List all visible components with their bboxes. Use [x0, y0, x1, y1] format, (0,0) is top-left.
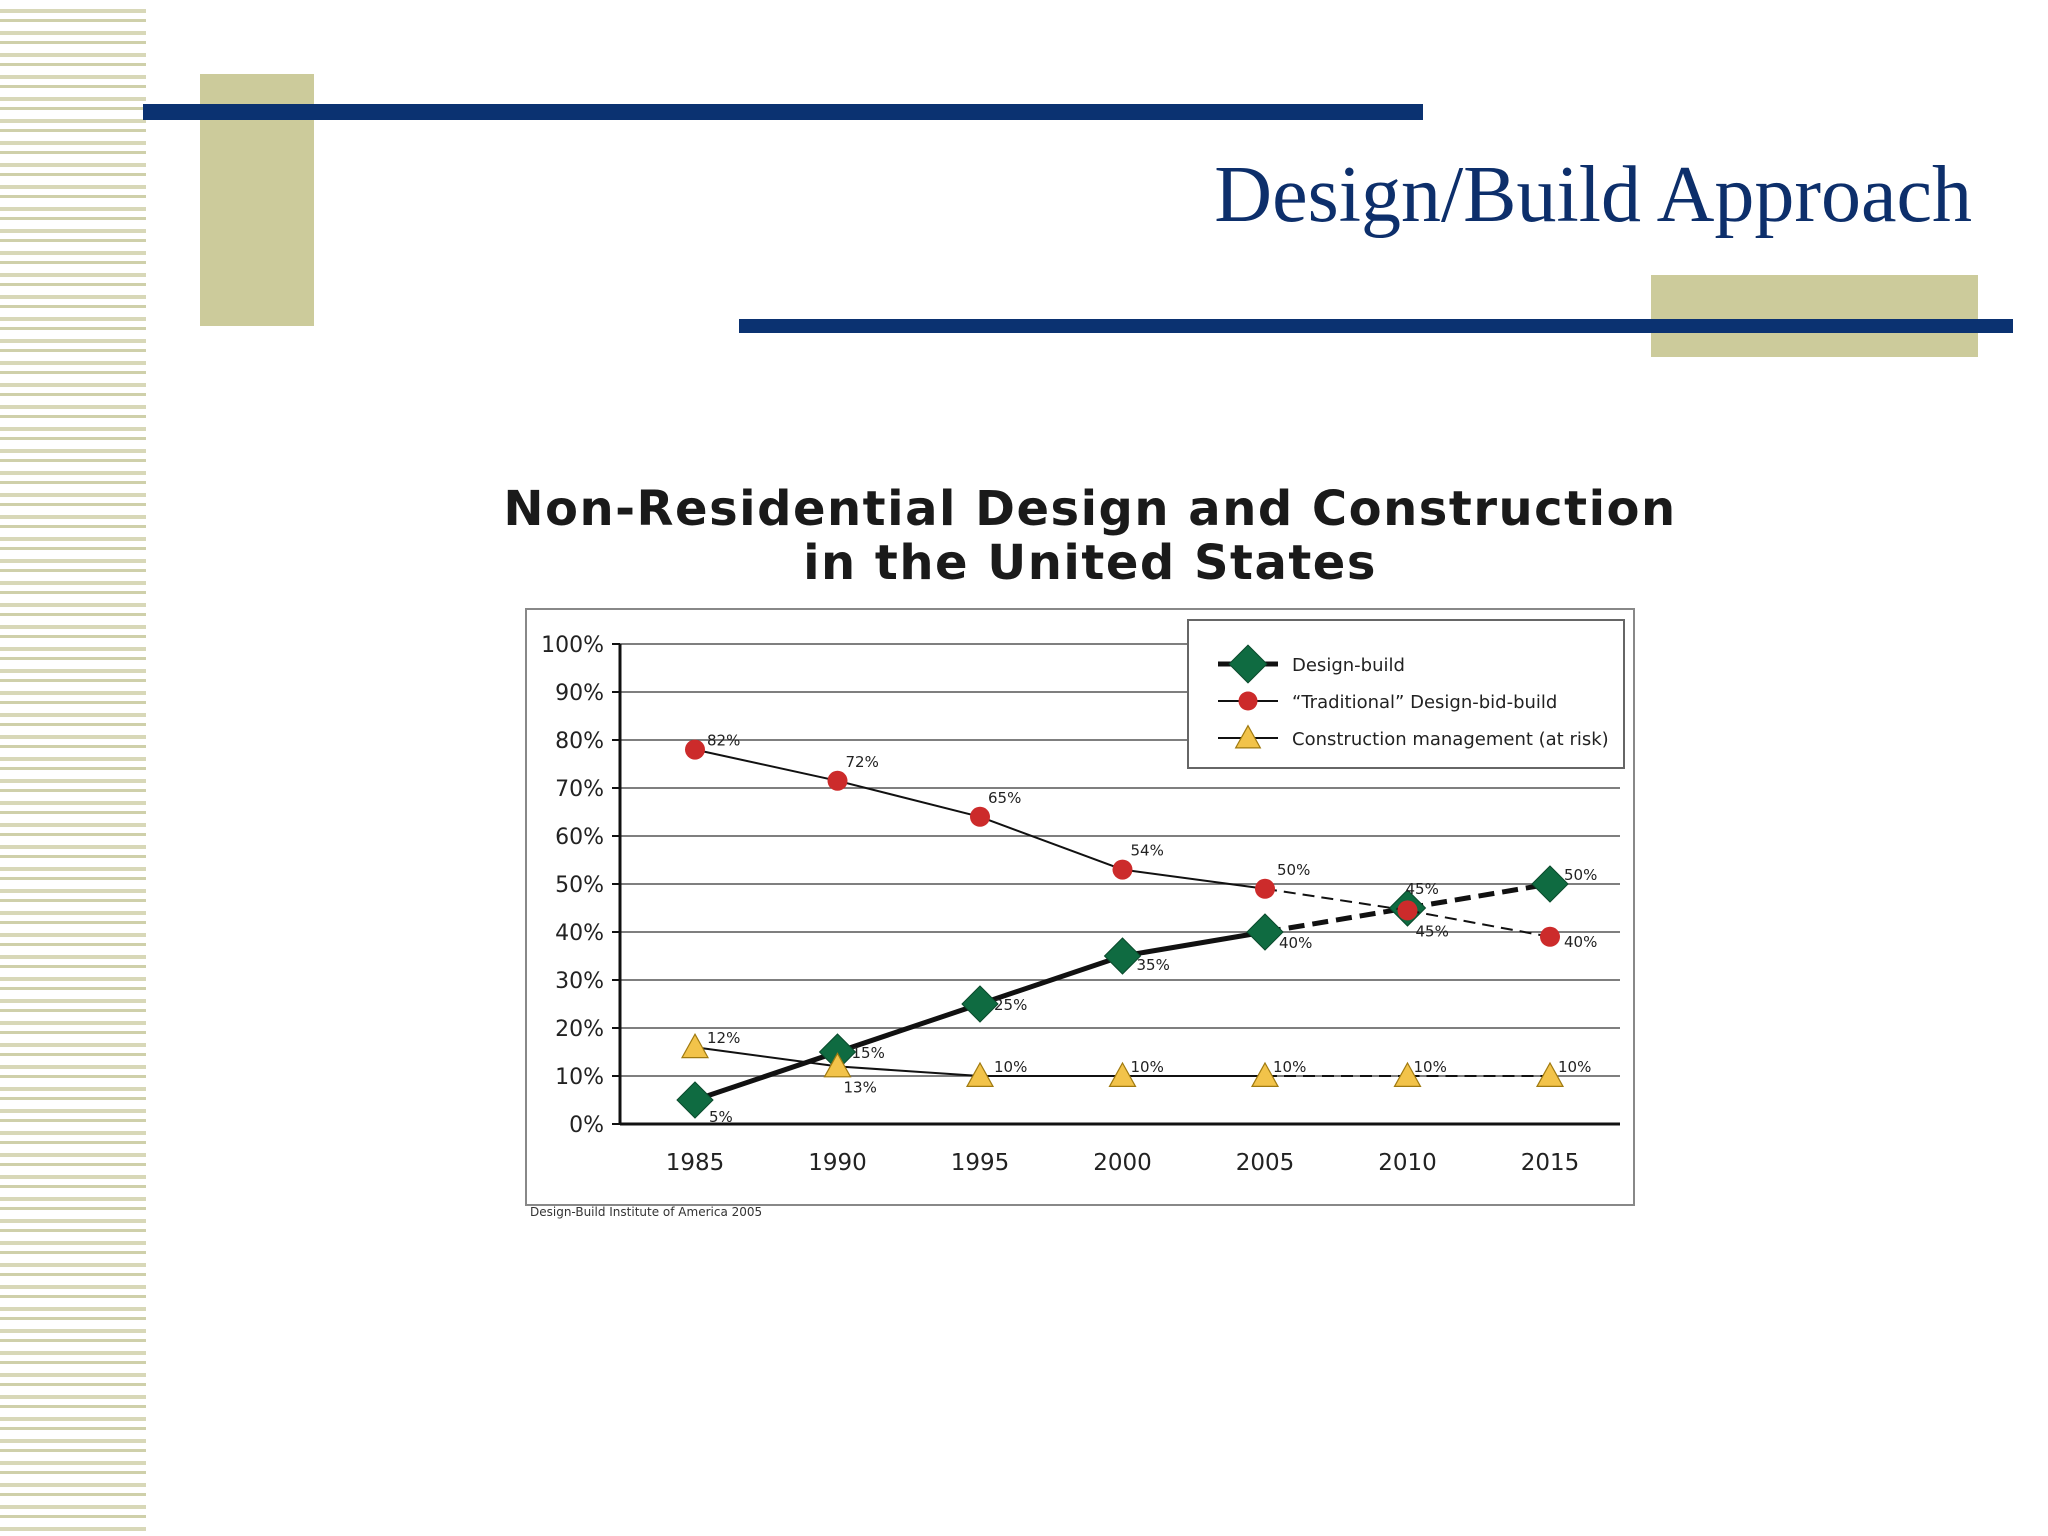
data-label-traditional-design-bid-build: 50%	[1277, 860, 1311, 879]
data-label-traditional-design-bid-build: 82%	[707, 731, 741, 750]
y-tick-label: 40%	[555, 921, 604, 946]
slide-title: Design/Build Approach	[1214, 151, 1972, 239]
y-tick-label: 20%	[555, 1017, 604, 1042]
legend-label: “Traditional” Design-bid-build	[1292, 692, 1558, 713]
chart-title-line-2: in the United States	[803, 535, 1377, 591]
y-tick-label: 100%	[541, 633, 604, 658]
data-label-construction-management-at-risk: 13%	[843, 1078, 877, 1097]
data-point-traditional-design-bid-build	[685, 740, 705, 760]
data-label-traditional-design-bid-build: 45%	[1415, 922, 1449, 941]
y-tick-label: 70%	[555, 777, 604, 802]
data-label-design-build: 35%	[1136, 956, 1170, 974]
data-point-traditional-design-bid-build	[828, 771, 848, 791]
x-tick-label: 1985	[665, 1150, 725, 1176]
y-tick-label: 30%	[555, 969, 604, 994]
data-label-traditional-design-bid-build: 65%	[988, 788, 1022, 807]
data-label-construction-management-at-risk: 10%	[1558, 1058, 1592, 1076]
data-label-construction-management-at-risk: 12%	[707, 1029, 741, 1048]
x-tick-label: 2005	[1235, 1150, 1295, 1176]
legend-label: Construction management (at risk)	[1292, 729, 1609, 750]
y-tick-label: 80%	[555, 729, 604, 754]
data-label-design-build: 40%	[1279, 934, 1313, 952]
data-point-traditional-design-bid-build	[1398, 900, 1418, 920]
y-tick-label: 50%	[555, 873, 604, 898]
legend-label: Design-build	[1292, 655, 1405, 676]
data-label-construction-management-at-risk: 10%	[1273, 1058, 1307, 1076]
data-label-construction-management-at-risk: 10%	[1130, 1058, 1164, 1076]
y-tick-label: 0%	[569, 1113, 604, 1138]
x-tick-label: 2015	[1520, 1150, 1580, 1176]
y-tick-label: 90%	[555, 681, 604, 706]
chart-source: Design-Build Institute of America 2005	[530, 1205, 763, 1219]
x-tick-label: 1995	[950, 1150, 1010, 1176]
x-tick-label: 2000	[1093, 1150, 1152, 1176]
y-tick-label: 60%	[555, 825, 604, 850]
data-label-traditional-design-bid-build: 40%	[1564, 932, 1598, 951]
legend-marker-traditional-design-bid-build	[1239, 692, 1258, 711]
x-tick-label: 2010	[1378, 1150, 1437, 1176]
data-label-design-build: 50%	[1564, 866, 1598, 884]
data-point-traditional-design-bid-build	[970, 807, 990, 827]
data-label-design-build: 15%	[851, 1044, 885, 1062]
data-label-design-build: 5%	[709, 1108, 733, 1126]
data-label-construction-management-at-risk: 10%	[1413, 1058, 1447, 1076]
y-tick-label: 10%	[555, 1065, 604, 1090]
data-label-design-build: 45%	[1405, 880, 1439, 898]
data-label-traditional-design-bid-build: 72%	[845, 752, 879, 771]
data-point-traditional-design-bid-build	[1113, 860, 1133, 880]
data-point-traditional-design-bid-build	[1540, 927, 1560, 947]
data-label-design-build: 25%	[994, 996, 1028, 1014]
chart-title-line-1: Non-Residential Design and Construction	[503, 481, 1677, 537]
x-tick-label: 1990	[808, 1150, 867, 1176]
data-point-traditional-design-bid-build	[1255, 879, 1275, 899]
data-label-construction-management-at-risk: 10%	[994, 1058, 1028, 1076]
data-label-traditional-design-bid-build: 54%	[1130, 841, 1164, 860]
